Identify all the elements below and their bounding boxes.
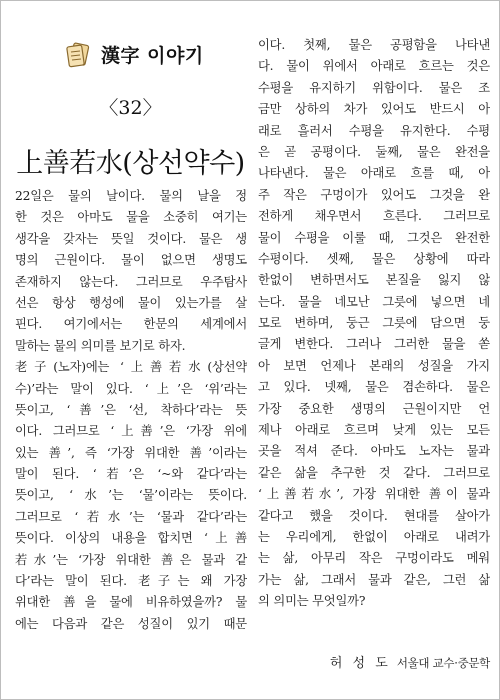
text-line: 는 우리에게, 한없이 아래로 내려가	[258, 529, 490, 544]
byline	[330, 652, 490, 671]
text-line: 전하게 채우면서 흐른다. 그러므로	[258, 209, 490, 224]
text-line: 의 의미는 무엇일까?	[258, 594, 366, 609]
text-line: 한없이 변하면서도 본질을 잃지 않	[258, 273, 490, 288]
text-line: 생각을 갖자는 뜻일 것이다. 물은 생	[15, 231, 247, 246]
text-line: 같은 삶을 추구한 것 같다. 그러므로	[258, 465, 490, 480]
text-line: 그러므로 ‘若水’는 ‘물과 같다’라는	[15, 509, 247, 524]
right-body	[258, 35, 490, 613]
text-line: 에는 다음과 같은 성질이 있기 때문	[15, 616, 247, 631]
text-line: 뜻이고, ‘水’는 ‘물’이라는 뜻이다.	[15, 488, 247, 503]
text-line: 가장 중요한 생명의 근원이지만 언	[258, 401, 490, 416]
headline: 上善若水(상선약수)	[16, 148, 245, 179]
text-line: 존재하지 않는다. 그러므로 우주탐사	[15, 274, 247, 289]
text-line: 은 곧 공평이다. 둘째, 물은 완전을	[258, 144, 490, 159]
text-line: 금만 상하의 차가 있어도 반드시 아	[258, 102, 490, 117]
author-name: 허 성 도	[329, 656, 391, 671]
series-number: 〈32〉	[99, 97, 162, 119]
text-line: 다. 물이 위에서 아래로 흐르는 것은	[258, 59, 490, 74]
column-title: 漢字 이야기	[101, 45, 204, 67]
text-line: 한 것은 아마도 물을 소중히 여기는	[15, 210, 247, 225]
text-line: 위대한 善을 물에 비유하였을까? 물	[15, 595, 247, 610]
text-line: 래로 흘러서 수평을 유지한다. 수평	[258, 123, 490, 138]
text-line: 뜻이다. 이상의 내용을 합치면 ‘上善	[15, 531, 247, 546]
text-line: 다’라는 말이 된다. 老子는 왜 가장	[15, 574, 247, 589]
text-line: 곳을 적셔 준다. 아마도 노자는 물과	[258, 444, 490, 459]
text-line: 若水’는 ‘가장 위대한 善은 물과 같	[15, 552, 247, 567]
text-line: 수평이다. 셋째, 물은 상황에 따라	[258, 251, 490, 266]
text-line: 아 보면 언제나 본래의 성질을 가지	[258, 358, 490, 373]
left-body	[15, 186, 247, 635]
text-line: 같다고 했을 것이다. 현대를 살아가	[258, 508, 490, 523]
text-line: 모로 변하며, 둥근 그릇에 담으면 둥	[258, 316, 490, 331]
text-line: 핀다. 여기에서는 한문의 세계에서	[15, 317, 247, 332]
text-line: 수평을 유지하기 위함이다. 물은 조	[258, 80, 490, 95]
text-line: ‘上善若水’, 가장 위대한 善이 물과	[258, 487, 490, 502]
text-line: 가는 삶, 그래서 물과 같은, 그런 삶	[258, 572, 490, 587]
text-line: 말이 된다. ‘若’은 ‘~와 같다’라는	[15, 467, 247, 482]
text-line: 이다. 그러므로 ‘上善’은 ‘가장 위에	[15, 424, 247, 439]
text-line: 나타낸다. 물은 아래로 흐를 때, 아	[258, 166, 490, 181]
column-header	[63, 41, 204, 68]
text-line: 수)’라는 말이 있다. ‘上’은 ‘위’라는	[15, 381, 247, 396]
author-affiliation: 서울대 교수·중문학	[396, 656, 490, 670]
text-line: 老子(노자)에는 ‘上善若水(상선약	[15, 360, 247, 375]
scroll-icon	[63, 42, 93, 68]
text-line: 글게 변한다. 그러나 그러한 물을 쏟	[258, 337, 490, 352]
text-line: 22일은 물의 날이다. 물의 날을 정	[15, 189, 247, 203]
text-line: 명의 근원이다. 물이 없으면 생명도	[15, 253, 247, 268]
text-line: 있는 善’, 즉 ‘가장 위대한 善’이라는	[15, 445, 247, 460]
text-line: 말하는 물의 의미를 보기로 하자.	[15, 338, 186, 353]
text-line: 는 삶, 아무리 작은 구멍이라도 메워	[258, 551, 490, 566]
text-line: 물이 수평을 이룰 때, 그것은 완전한	[258, 230, 490, 245]
text-line: 고 있다. 넷째, 물은 겸손하다. 물은	[258, 380, 490, 395]
text-line: 제나 아래로 흐르며 낮게 있는 모든	[258, 423, 490, 438]
text-line: 이다. 첫째, 물은 공평함을 나타낸	[258, 38, 490, 52]
text-line: 주 작은 구멍이가 있어도 그것을 완	[258, 187, 490, 202]
text-line: 선은 항상 행성에 물이 있는가를 살	[15, 295, 247, 310]
text-line: 는다. 물을 네모난 그릇에 넣으면 네	[258, 294, 490, 309]
text-line: 뜻이고, ‘善’은 ‘선, 착하다’라는 뜻	[15, 402, 247, 417]
